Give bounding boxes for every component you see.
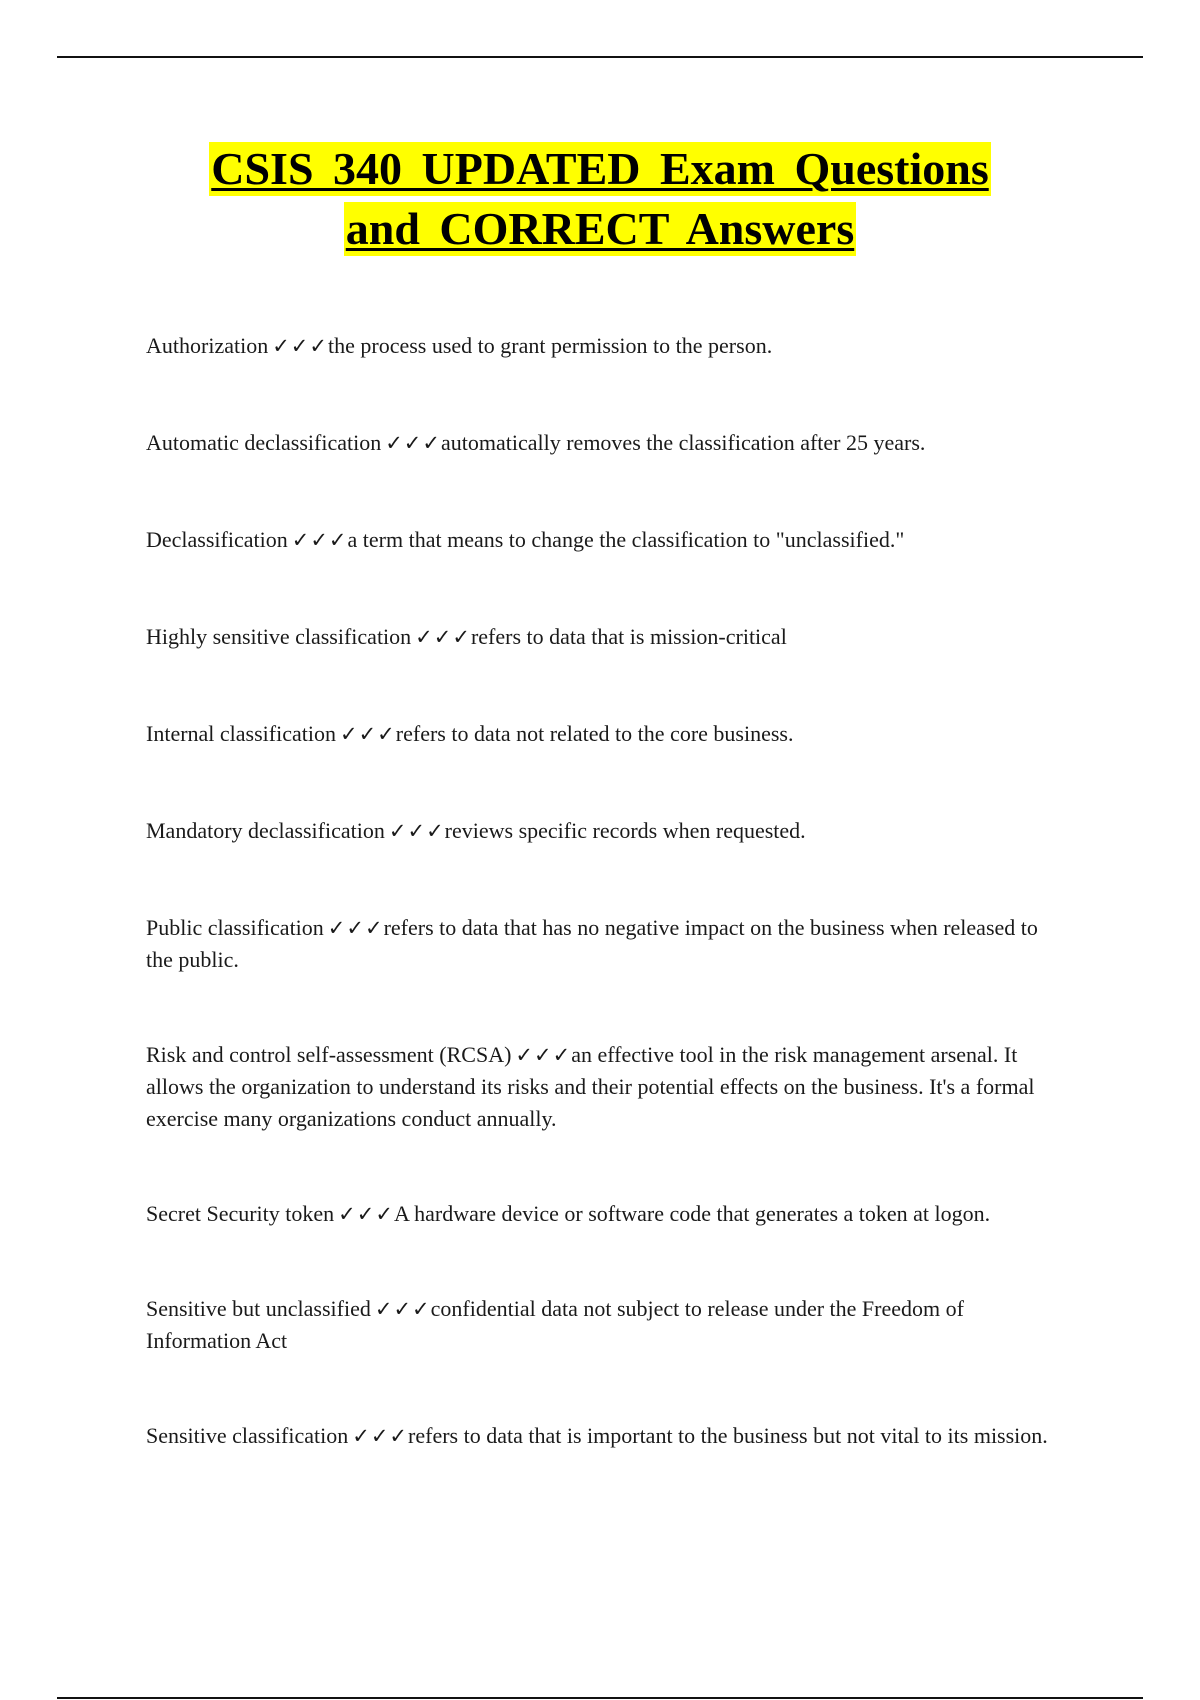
check-marks-icon: ✓✓✓ <box>327 916 384 940</box>
entry-definition: automatically removes the classification after 25 years. <box>441 430 926 455</box>
check-marks-icon: ✓✓✓ <box>415 625 471 649</box>
qa-entry <box>146 1293 1066 1357</box>
entry-term: Secret Security token <box>146 1201 335 1226</box>
entry-term: Internal classification <box>146 721 336 746</box>
check-marks-icon: ✓✓✓ <box>385 431 441 455</box>
check-marks-icon: ✓✓✓ <box>374 1297 431 1321</box>
entry-definition: refers to data not related to the core business. <box>395 721 794 746</box>
qa-entry-list <box>146 330 1066 1452</box>
entry-definition: A hardware device or software code that generates a token at logon. <box>393 1201 991 1226</box>
bottom-rule <box>57 1697 1143 1699</box>
qa-entry <box>146 621 1066 653</box>
entry-term: Risk and control self-assessment (RCSA) <box>146 1042 512 1067</box>
qa-entry <box>146 330 1066 362</box>
entry-term: Mandatory declassification <box>146 818 385 843</box>
qa-entry <box>146 912 1066 976</box>
check-marks-icon: ✓✓✓ <box>291 528 348 552</box>
qa-entry <box>146 427 1066 459</box>
entry-term: Authorization <box>146 333 269 358</box>
entry-term: Public classification <box>146 915 324 940</box>
entry-term: Sensitive but unclassified <box>146 1296 371 1321</box>
entry-term: Sensitive classification <box>146 1423 349 1448</box>
check-marks-icon: ✓✓✓ <box>388 819 445 843</box>
qa-entry <box>146 1198 1066 1230</box>
title-line-2: and CORRECT Answers <box>345 203 855 254</box>
entry-term: Automatic declassification <box>146 430 382 455</box>
entry-definition: reviews specific records when requested. <box>444 818 806 843</box>
check-marks-icon: ✓✓✓ <box>338 1202 394 1226</box>
entry-term: Highly sensitive classification <box>146 624 412 649</box>
qa-entry <box>146 1039 1066 1135</box>
qa-entry <box>146 524 1066 556</box>
entry-definition: refers to data that is important to the business but not vital to its mission. <box>408 1423 1048 1448</box>
entry-definition: refers to data that is mission-critical <box>470 624 787 649</box>
check-marks-icon: ✓✓✓ <box>515 1043 572 1067</box>
entry-definition: the process used to grant permission to the person. <box>328 333 773 358</box>
check-marks-icon: ✓✓✓ <box>272 334 328 358</box>
entry-definition: an effective tool in the risk management arsenal. It allows the organization to understand its risks and their potential effects on the business. It's a formal exercise many organizations conduct annually. <box>146 1042 1035 1131</box>
entry-definition: a term that means to change the classification to "unclassified." <box>347 527 905 552</box>
entry-definition: refers to data that has no negative impact on the business when released to the public. <box>146 915 1038 972</box>
check-marks-icon: ✓✓✓ <box>339 722 396 746</box>
top-rule <box>57 56 1143 58</box>
entry-definition: confidential data not subject to release under the Freedom of Information Act <box>146 1296 964 1353</box>
qa-entry <box>146 815 1066 847</box>
check-marks-icon: ✓✓✓ <box>352 1424 409 1448</box>
entry-term: Declassification <box>146 527 288 552</box>
title-line-1: CSIS 340 UPDATED Exam Questions <box>211 143 989 194</box>
qa-entry <box>146 718 1066 750</box>
document-title <box>0 142 1200 256</box>
qa-entry <box>146 1420 1066 1452</box>
